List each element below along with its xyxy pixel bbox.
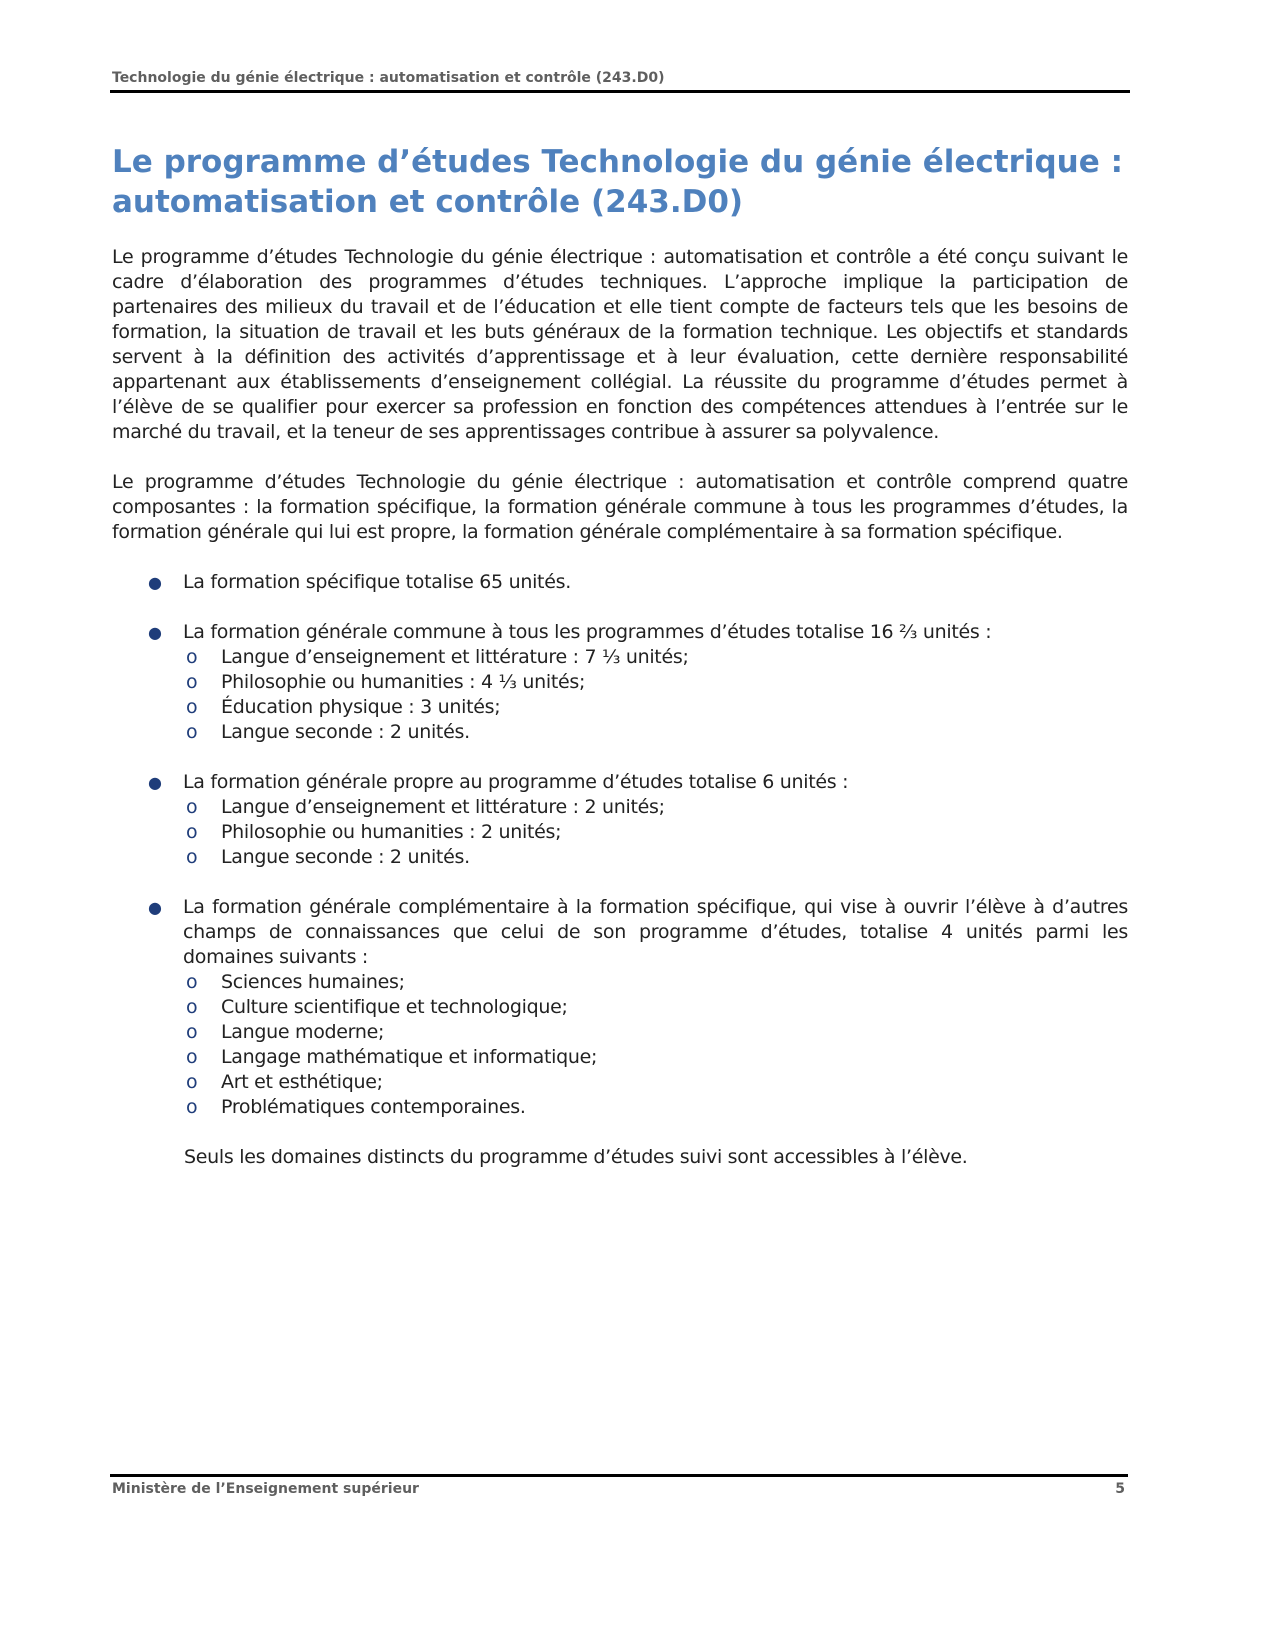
sub-item-text: Art et esthétique; — [221, 1071, 383, 1093]
bullet-text: La formation générale propre au programme d’études totalise 6 unités : — [183, 771, 849, 793]
bullet-icon: ● — [148, 623, 162, 642]
sub-list — [183, 970, 1128, 1120]
sub-item — [183, 1045, 1128, 1070]
sub-item-text: Problématiques contemporaines. — [221, 1096, 526, 1118]
sub-item — [183, 1095, 1128, 1120]
circle-bullet-icon: o — [186, 721, 198, 743]
circle-bullet-icon: o — [186, 821, 198, 843]
circle-bullet-icon: o — [186, 996, 198, 1018]
bullet-text: La formation spécifique totalise 65 unités. — [183, 571, 571, 593]
circle-bullet-icon: o — [186, 646, 198, 668]
page-title: Le programme d’études Technologie du génie électrique : automatisation et contrôle (243.D0) — [112, 144, 1123, 220]
sub-item — [183, 795, 1128, 820]
circle-bullet-icon: o — [186, 1046, 198, 1068]
sub-item — [183, 1020, 1128, 1045]
circle-bullet-icon: o — [186, 846, 198, 868]
footer-rule — [110, 1474, 1128, 1477]
paragraph: Le programme d’études Technologie du génie électrique : automatisation et contrôle a été conçu suivant le cadre d’élaboration des programmes d’études techniques. L’approche implique la participation de partenaires des milieux du travail et de l’éducation et elle tient compte de facteurs tels que les besoins de formation, la situation de travail et les buts généraux de la formation technique. Les objectifs et standards servent à la définition des activités d’apprentissage et à leur évaluation, cette dernière responsabilité appartenant aux établissements d’enseignement collégial. La réussite du programme d’études permet à l’élève de se qualifier pour exercer sa profession en fonction des compétences attendues à l’entrée sur le marché du travail, et la teneur de ses apprentissages contribue à assurer sa polyvalence. — [112, 246, 1128, 443]
sub-item-text: Langue moderne; — [221, 1021, 385, 1043]
page-number: 5 — [1115, 1481, 1125, 1497]
running-header: Technologie du génie électrique : automatisation et contrôle (243.D0) — [112, 70, 665, 86]
bullet-text: La formation générale complémentaire à la formation spécifique, qui vise à ouvrir l’élève à d’autres champs de connaissances que celui de son programme d’études, totalise 4 unités parmi les domaines suivants : — [183, 896, 1128, 968]
note: Seuls les domaines distincts du programme d’études suivi sont accessibles à l’élève. — [184, 1146, 968, 1168]
sub-list — [183, 645, 1128, 745]
bullet-icon: ● — [148, 773, 162, 792]
sub-item-text: Langue seconde : 2 unités. — [221, 721, 470, 743]
sub-item-text: Philosophie ou humanities : 4 ⅓ unités; — [221, 671, 586, 693]
sub-item-text: Langage mathématique et informatique; — [221, 1046, 598, 1068]
circle-bullet-icon: o — [186, 1071, 198, 1093]
sub-item-text: Langue d’enseignement et littérature : 7 ⅓ unités; — [221, 646, 689, 668]
sub-item-text: Langue d’enseignement et littérature : 2 unités; — [221, 796, 665, 818]
body-content — [112, 245, 1128, 1170]
sub-item — [183, 645, 1128, 670]
circle-bullet-icon: o — [186, 971, 198, 993]
circle-bullet-icon: o — [186, 796, 198, 818]
sub-item-text: Sciences humaines; — [221, 971, 405, 993]
circle-bullet-icon: o — [186, 696, 198, 718]
footer-publisher: Ministère de l’Enseignement supérieur — [112, 1481, 419, 1497]
paragraph: Le programme d’études Technologie du génie électrique : automatisation et contrôle comprend quatre composantes : la formation spécifique, la formation générale commune à tous les programmes d’études, la formation générale qui lui est propre, la formation générale complémentaire à sa formation spécifique. — [112, 471, 1128, 543]
bullet-icon: ● — [148, 898, 162, 917]
bullet-item — [112, 895, 1128, 1120]
sub-item — [183, 720, 1128, 745]
sub-list — [183, 795, 1128, 870]
circle-bullet-icon: o — [186, 1096, 198, 1118]
sub-item — [183, 695, 1128, 720]
sub-item-text: Philosophie ou humanities : 2 unités; — [221, 821, 562, 843]
bullet-item — [112, 570, 1128, 595]
sub-item — [183, 820, 1128, 845]
sub-item-text: Éducation physique : 3 unités; — [221, 696, 501, 718]
sub-item — [183, 845, 1128, 870]
sub-item — [183, 970, 1128, 995]
bullet-list — [112, 570, 1128, 1120]
sub-item-text: Culture scientifique et technologique; — [221, 996, 568, 1018]
header-rule — [110, 90, 1130, 93]
bullet-item — [112, 620, 1128, 745]
bullet-icon: ● — [148, 573, 162, 592]
circle-bullet-icon: o — [186, 1021, 198, 1043]
sub-item — [183, 1070, 1128, 1095]
bullet-item — [112, 770, 1128, 870]
sub-item — [183, 995, 1128, 1020]
circle-bullet-icon: o — [186, 671, 198, 693]
bullet-text: La formation générale commune à tous les programmes d’études totalise 16 ⅔ unités : — [183, 621, 992, 643]
sub-item — [183, 670, 1128, 695]
sub-item-text: Langue seconde : 2 unités. — [221, 846, 470, 868]
